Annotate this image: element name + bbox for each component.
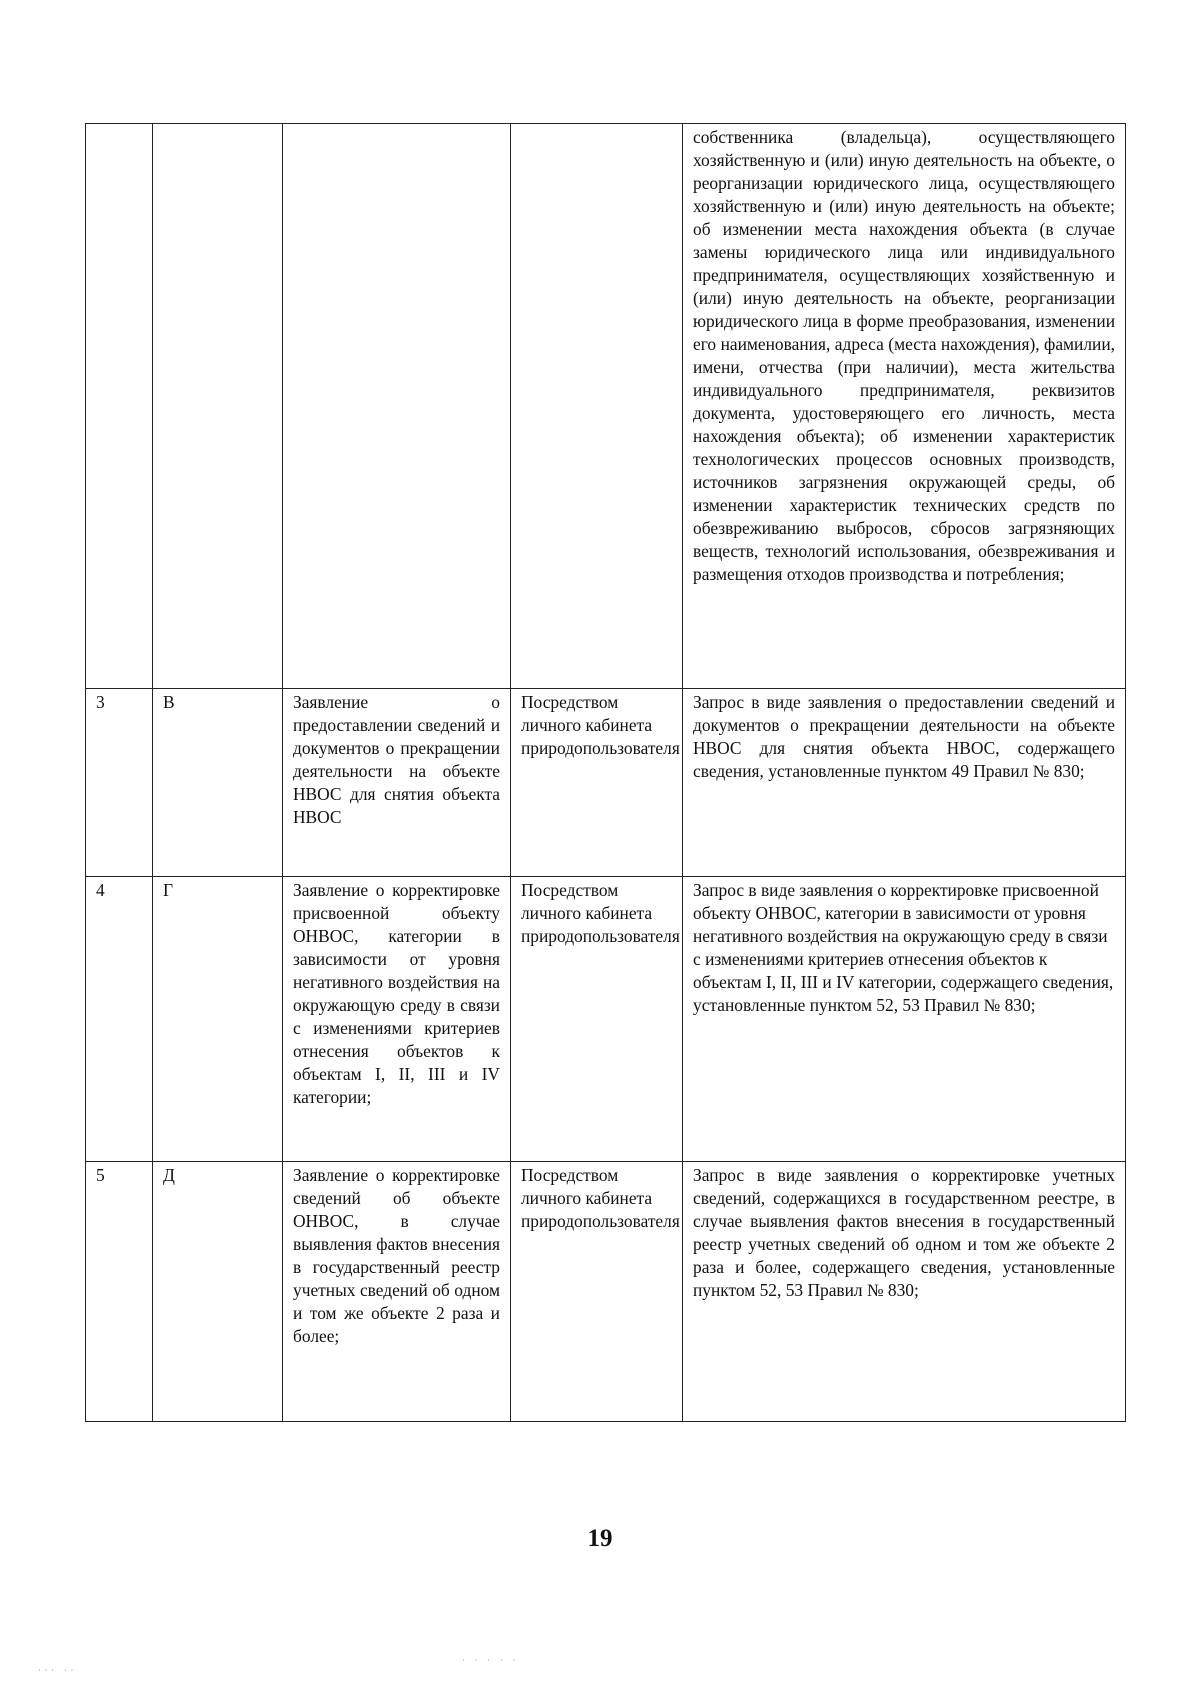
application-title: Заявление о корректировке сведений об объекте ОНВОС, в случае выявления фактов внесения в государственный реестр учетных сведений об одном и том же объекте 2 раза и более;	[283, 1162, 511, 1422]
request-text-cell: Запрос в виде заявления о предоставлении сведений и документов о прекращении деятельности на объекте НВОС для снятия объекта НВОС, содержащего сведения, установленные пунктом 49 Правил № 830;	[683, 689, 1126, 877]
row-number: 4	[86, 877, 153, 1162]
table-row	[86, 1162, 1126, 1422]
row-number: 3	[86, 689, 153, 877]
row-letter: Д	[153, 1162, 283, 1422]
table-row-continuation	[86, 124, 1126, 689]
document-page	[85, 123, 1125, 1422]
application-title: Заявление о предоставлении сведений и документов о прекращении деятельности на объекте НВОС для снятия объекта НВОС	[283, 689, 511, 877]
table-row	[86, 689, 1126, 877]
number-cell-empty	[86, 124, 153, 689]
services-table	[85, 123, 1126, 1422]
request-text-cell: Запрос в виде заявления о корректировке учетных сведений, содержащихся в государственном реестре, в случае выявления фактов внесения в государственный реестр учетных сведений об одном и том же объекте 2 раза и более, содержащего сведения, установленные пунктом 52, 53 Правил № 830;	[683, 1162, 1126, 1422]
request-text-cell: собственника (владельца), осуществляющего хозяйственную и (или) иную деятельность на объекте, о реорганизации юридического лица, осуществляющего хозяйственную и (или) иную деятельность на объекте; об изменении места нахождения объекта (в случае замены юридического лица или индивидуального предпринимателя, осуществляющих хозяйственную и (или) иную деятельность на объекте, реорганизации юридического лица в форме преобразования, изменении его наименования, адреса (места нахождения), фамилии, имени, отчества (при наличии), места жительства индивидуального предпринимателя, реквизитов документа, удостоверяющего его личность, места нахождения объекта); об изменении характеристик технологических процессов основных производств, источников загрязнения окружающей среды, об изменении характеристик технических средств по обезвреживанию выбросов, сбросов загрязняющих веществ, технологий использования, обезвреживания и размещения отходов производства и потребления;	[683, 124, 1126, 689]
row-letter: В	[153, 689, 283, 877]
table-row	[86, 877, 1126, 1162]
letter-cell-empty	[153, 124, 283, 689]
submission-channel: Посредством личного кабинета природопользователя	[511, 877, 683, 1162]
submission-channel: Посредством личного кабинета природопользователя	[511, 1162, 683, 1422]
scan-noise: · · · · ·	[462, 1656, 520, 1665]
channel-cell-empty	[511, 124, 683, 689]
application-title: Заявление о корректировке присвоенной объекту ОНВОС, категории в зависимости от уровня негативного воздействия на окружающую среду в связи с изменениями критериев отнесения объектов к объектам I, II, III и IV категории;	[283, 877, 511, 1162]
submission-channel: Посредством личного кабинета природопользователя	[511, 689, 683, 877]
page-number: 19	[587, 1525, 613, 1552]
scan-noise: ··· ··	[38, 1666, 78, 1675]
title-cell-empty	[283, 124, 511, 689]
row-number: 5	[86, 1162, 153, 1422]
request-text-cell: Запрос в виде заявления о корректировке присвоенной объекту ОНВОС, категории в зависимости от уровня негативного воздействия на окружающую среду в связи с изменениями критериев отнесения объектов к объектам I, II, III и IV категории, содержащего сведения, установленные пунктом 52, 53 Правил № 830;	[683, 877, 1126, 1162]
row-letter: Г	[153, 877, 283, 1162]
